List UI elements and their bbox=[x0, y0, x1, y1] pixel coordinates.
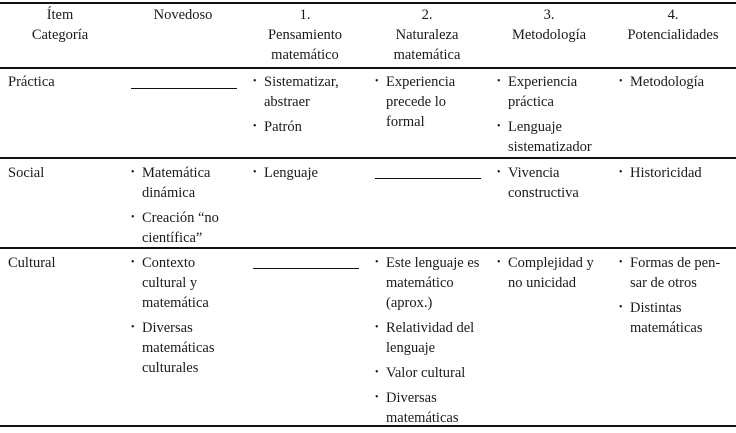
empty-cell-dash bbox=[253, 268, 359, 269]
header-line: 1. bbox=[299, 7, 311, 23]
cell-pensamiento bbox=[253, 72, 365, 142]
header-line: matemática bbox=[393, 47, 461, 63]
table-top-rule bbox=[0, 2, 736, 4]
header-line: 3. bbox=[543, 7, 555, 23]
list-item: • Lenguaje sistematizador bbox=[497, 117, 609, 157]
header-metodologia bbox=[488, 5, 610, 45]
list-item: • Diversas matemáticas culturales bbox=[131, 318, 226, 378]
header-line: Naturaleza bbox=[395, 27, 459, 43]
header-bottom-rule bbox=[0, 67, 736, 69]
cell-metodologia bbox=[497, 163, 597, 208]
header-naturaleza-matematica bbox=[366, 5, 488, 65]
row-divider-social bbox=[0, 247, 736, 249]
list-item: • Diversas matemáticas bbox=[375, 388, 487, 428]
header-item-category bbox=[0, 5, 120, 45]
list-item: • Matemática dinámica bbox=[131, 163, 236, 203]
header-line: Novedoso bbox=[153, 7, 213, 23]
list-item: • Valor cultural bbox=[375, 363, 487, 383]
row-label: Práctica bbox=[8, 74, 55, 90]
list-item: • Experiencia práctica bbox=[497, 72, 609, 112]
list-item: • Complejidad y no unicidad bbox=[497, 253, 609, 293]
list-item: • Sistematizar, abstraer bbox=[253, 72, 365, 112]
list-item: • Relatividad del lenguaje bbox=[375, 318, 487, 358]
header-line: Potencialidades bbox=[627, 27, 719, 43]
list-item: • Historicidad bbox=[619, 163, 734, 183]
list-item: • Contexto cultural y matemática bbox=[131, 253, 226, 313]
empty-cell-dash bbox=[131, 88, 237, 89]
list-item: • Distintas matemáticas bbox=[619, 298, 724, 338]
cell-metodologia bbox=[497, 72, 609, 162]
table-bottom-rule bbox=[0, 425, 736, 427]
cell-pensamiento bbox=[253, 163, 365, 188]
header-novedoso bbox=[122, 5, 244, 25]
list-item: • Formas de pen-sar de otros bbox=[619, 253, 724, 293]
header-line: 2. bbox=[421, 7, 433, 23]
header-line: Pensamiento bbox=[267, 27, 343, 43]
row-divider-practica bbox=[0, 157, 736, 159]
cell-metodologia bbox=[497, 253, 609, 298]
cell-novedoso bbox=[131, 253, 226, 383]
empty-cell-dash bbox=[375, 178, 481, 179]
list-item: • Este lenguaje es matemático (aprox.) bbox=[375, 253, 487, 313]
cell-novedoso bbox=[131, 163, 236, 253]
list-item: • Patrón bbox=[253, 117, 365, 137]
list-item: • Metodología bbox=[619, 72, 734, 92]
row-label: Social bbox=[8, 165, 45, 181]
cell-potencialidades bbox=[619, 72, 734, 97]
header-line: Categoría bbox=[31, 27, 89, 43]
cell-naturaleza bbox=[375, 253, 487, 433]
list-item: • Vivencia constructiva bbox=[497, 163, 597, 203]
list-item: • Experiencia precede lo formal bbox=[375, 72, 475, 132]
cell-potencialidades bbox=[619, 253, 724, 343]
list-item: • Creación “no científica” bbox=[131, 208, 236, 248]
list-item: • Lenguaje bbox=[253, 163, 365, 183]
header-pensamiento-matematico bbox=[244, 5, 366, 65]
cell-potencialidades bbox=[619, 163, 734, 188]
header-line: Metodología bbox=[511, 27, 587, 43]
row-label: Cultural bbox=[8, 255, 56, 271]
cell-naturaleza bbox=[375, 72, 475, 137]
header-line: Ítem bbox=[46, 7, 74, 23]
header-line: matemático bbox=[271, 47, 339, 63]
header-potencialidades bbox=[610, 5, 736, 45]
header-line: 4. bbox=[667, 7, 679, 23]
